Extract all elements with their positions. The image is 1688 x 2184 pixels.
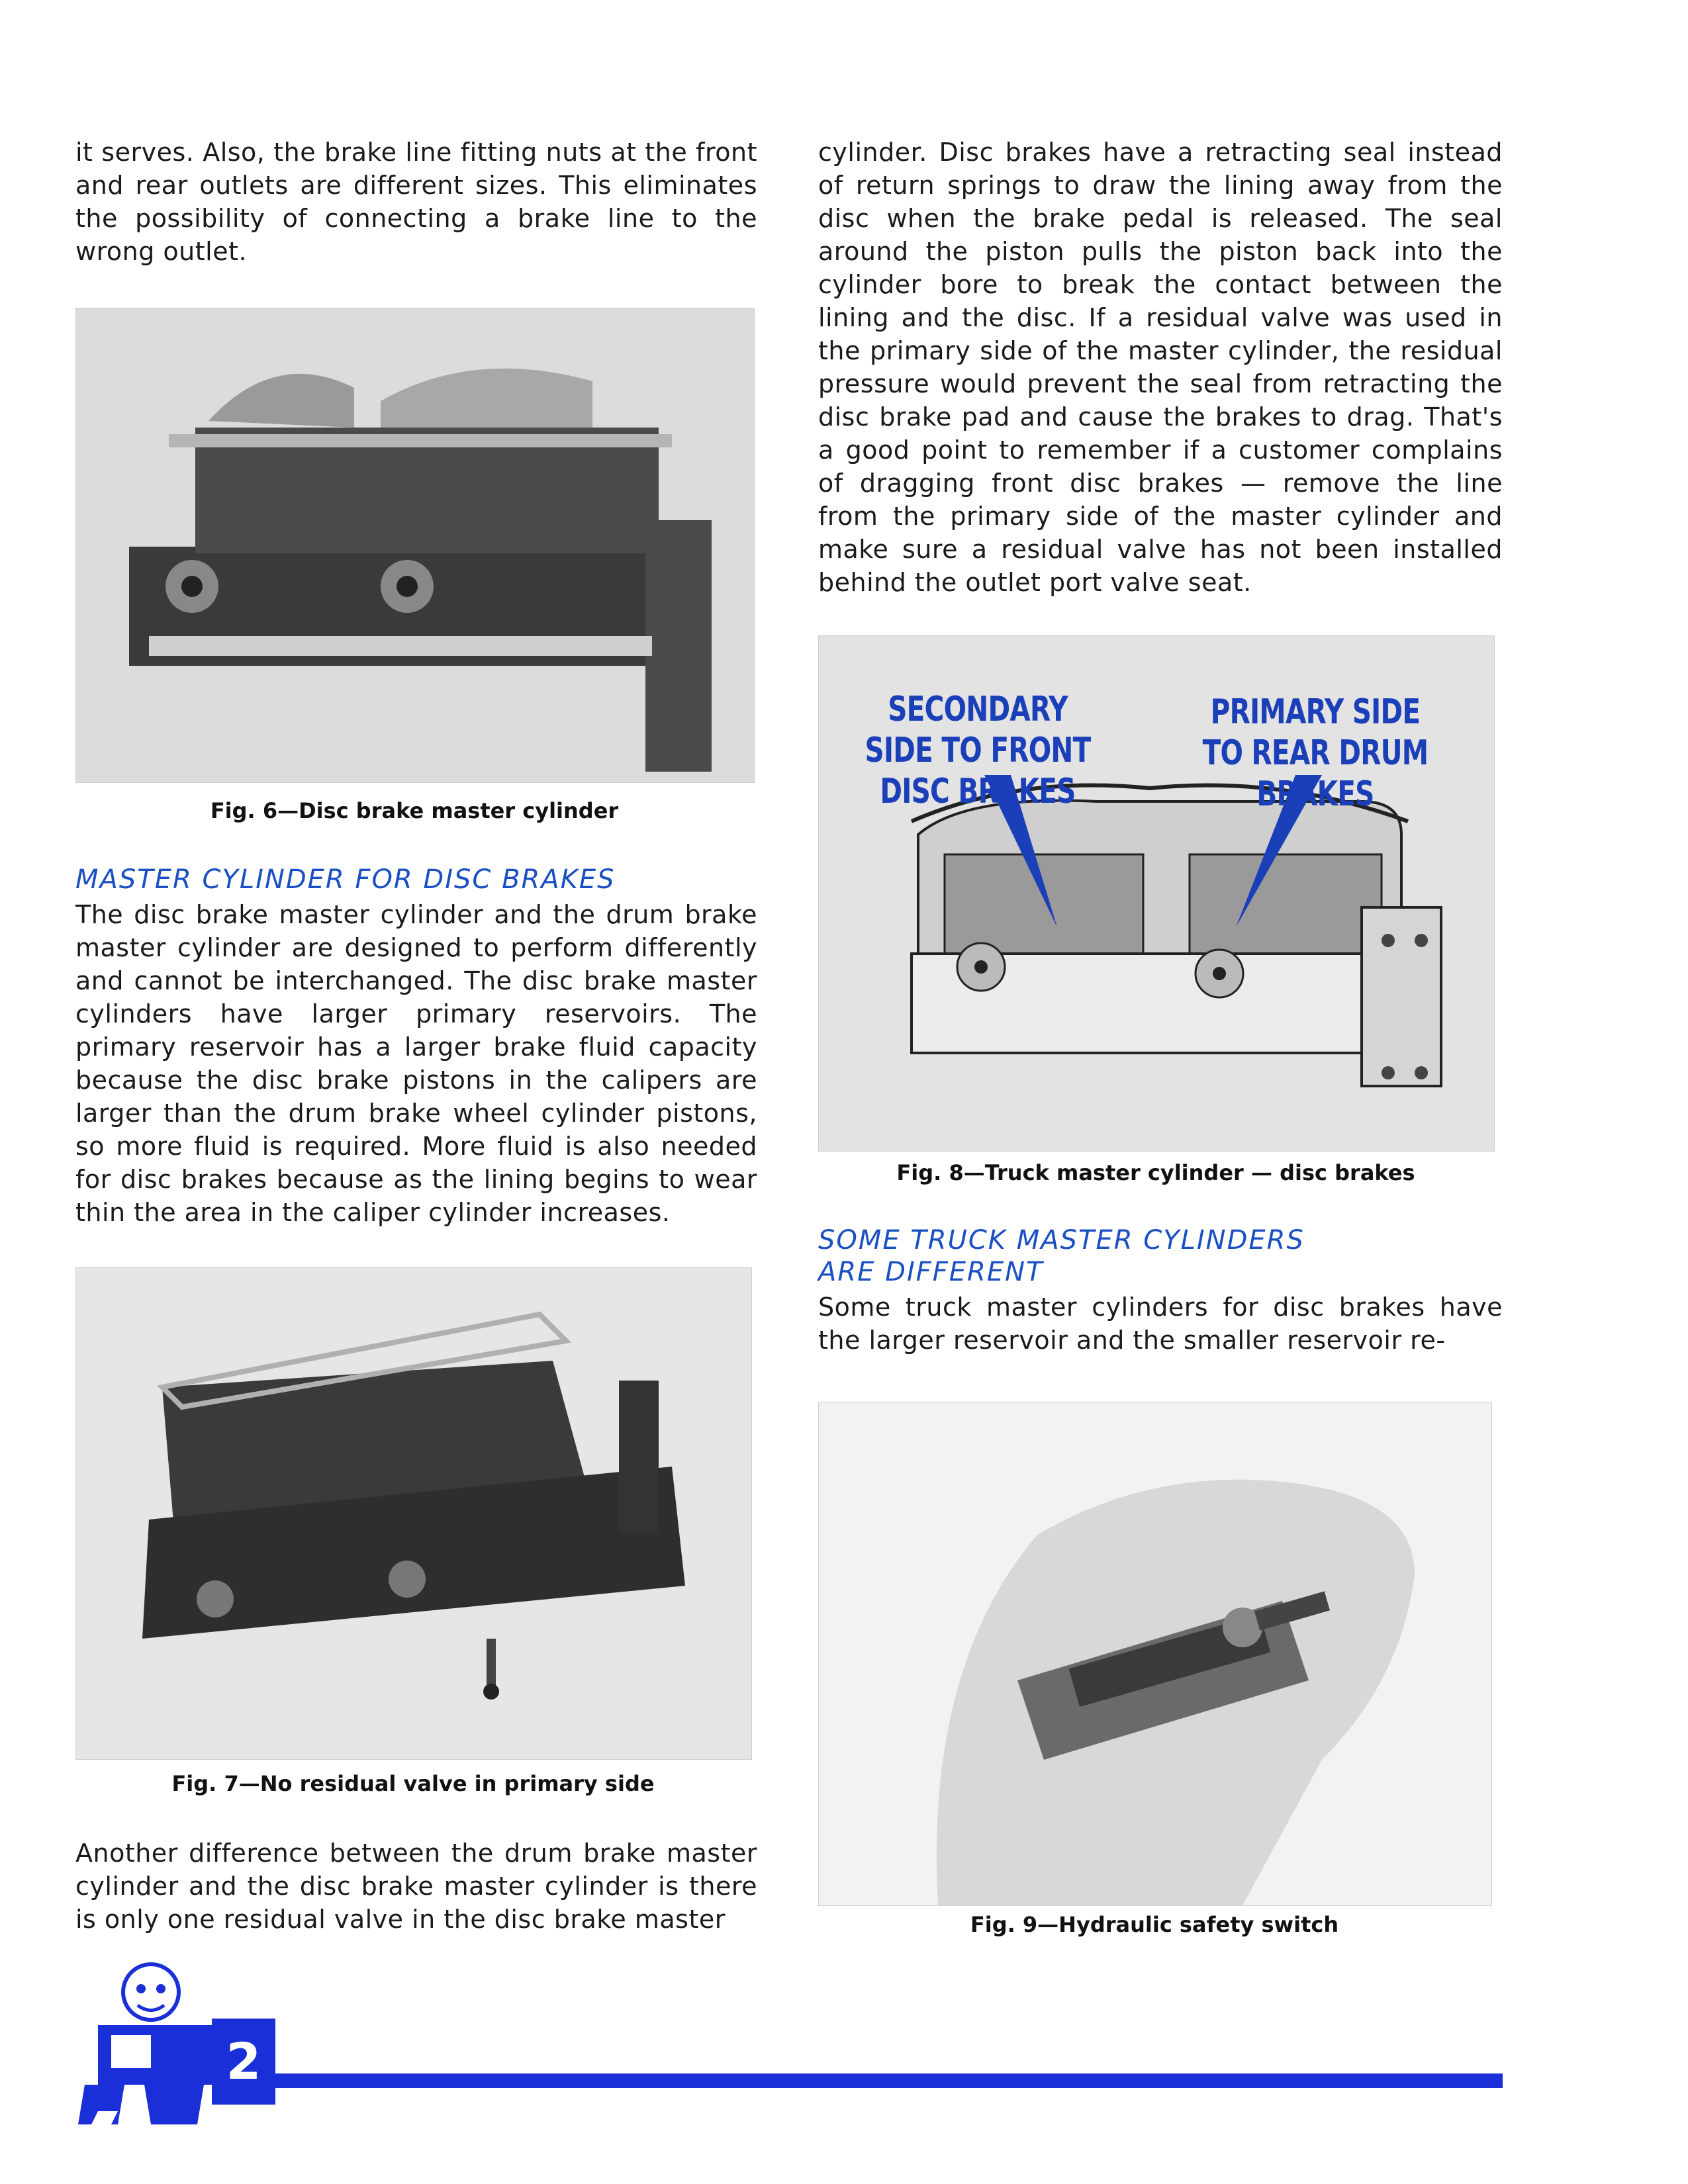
fig6-caption: Fig. 6—Disc brake master cylinder	[210, 798, 619, 823]
left-paragraph-3: Another difference between the drum brake master cylinder and the disc brake master cylinder is there is only one residual valve in the disc brake master	[75, 1839, 757, 1934]
fig7-illustration	[76, 1268, 751, 1759]
fig7-photo	[75, 1267, 752, 1760]
left-paragraph-1: it serves. Also, the brake line fitting nuts at the front and rear outlets are different sizes. This eliminates the possibility of connecting a brake line to the wrong outlet.	[75, 138, 757, 266]
right-paragraph-1: cylinder. Disc brakes have a retracting seal instead of return springs to draw the lining away from the disc when the brake pedal is released. The seal around the piston pulls the piston back into the cylinder bore to break the contact between the lining and the disc. If a residual valve was used in the primary side of the master cylinder, the residual pressure would prevent the seal from retracting the disc brake pad and cause the brakes to drag. That's a good point to remember if a customer complains of dragging front disc brakes — remove the line from the primary side of the master cylinder and make sure a residual valve has not been installed behind the outlet port valve seat.	[818, 138, 1503, 597]
left-paragraph-2: The disc brake master cylinder and the drum brake master cylinder are designed to perform differently and cannot be interchanged. The disc brake master cylinders have larger primary reservoirs. The primary reservoir has a larger brake fluid capacity because the disc brake pistons in the calipers are larger than the drum brake wheel cylinder pistons, so more fluid is required. More fluid is also needed for disc brakes because as the lining begins to wear thin the area in the caliper cylinder increases.	[75, 900, 757, 1227]
section-heading-truck: SOME TRUCK MASTER CYLINDERS ARE DIFFERENT	[818, 1225, 1305, 1287]
fig9-photo	[818, 1402, 1492, 1906]
footer-rule	[275, 2073, 1503, 2088]
fig8-callout-secondary: SECONDARY SIDE TO FRONT DISC BRAKES	[865, 690, 1091, 811]
fig9-illustration	[819, 1402, 1491, 1905]
page-number: 2	[212, 2019, 275, 2105]
left-column	[75, 136, 757, 268]
right-column	[818, 136, 1503, 599]
right-paragraph-2: Some truck master cylinders for disc brakes have the larger reservoir and the smaller reservoir re-	[818, 1293, 1503, 1355]
mascot-logo	[71, 1959, 224, 2131]
fig8-diagram	[818, 635, 1495, 1152]
section-heading-disc-brakes: MASTER CYLINDER FOR DISC BRAKES	[75, 864, 616, 895]
fig8-callout-primary: PRIMARY SIDE TO REAR DRUM BRAKES	[1202, 692, 1429, 814]
fig6-illustration	[76, 308, 754, 782]
fig9-caption: Fig. 9—Hydraulic safety switch	[970, 1912, 1339, 1937]
left-section-end	[75, 1837, 757, 1936]
left-section-disc	[75, 864, 757, 1229]
fig6-photo	[75, 308, 755, 783]
fig8-caption: Fig. 8—Truck master cylinder — disc brakes	[896, 1160, 1415, 1185]
fig7-caption: Fig. 7—No residual valve in primary side	[171, 1771, 655, 1796]
right-section-truck	[818, 1224, 1503, 1357]
